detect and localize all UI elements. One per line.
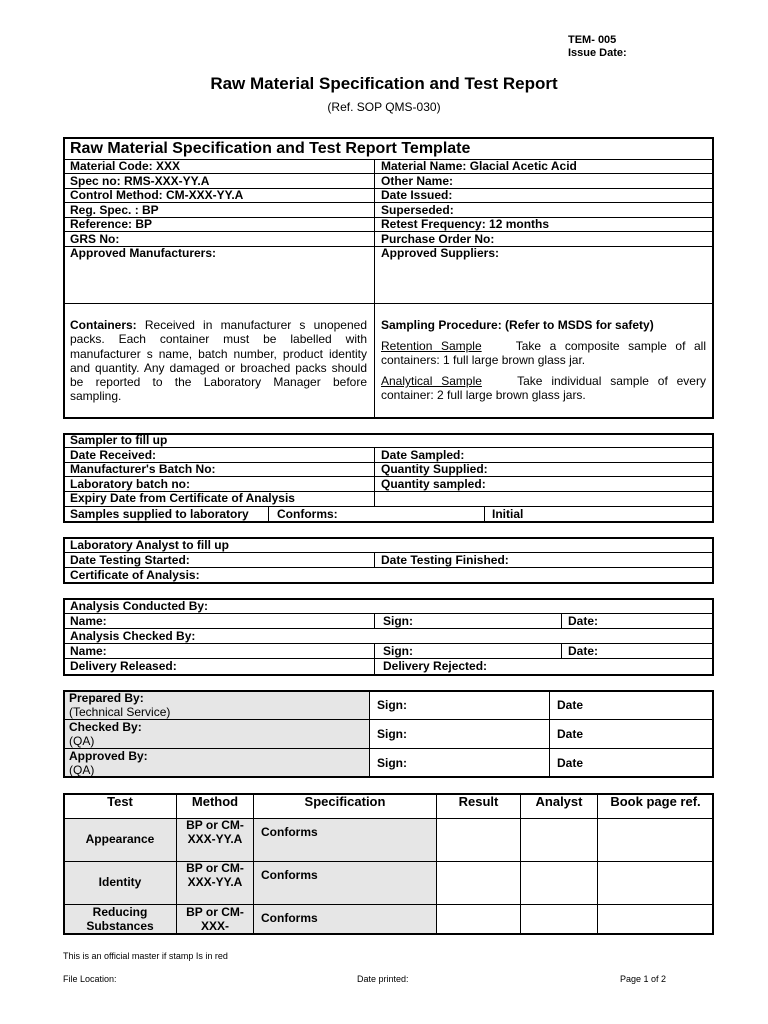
containers-label: Containers: [70, 318, 137, 332]
date-issued: Date Issued: [381, 188, 453, 202]
manufacturer-batch-no: Manufacturer's Batch No: [70, 462, 216, 476]
approved-date: Date [557, 756, 584, 770]
template-title: Raw Material Specification and Test Report Template [70, 140, 471, 157]
retest-frequency: Retest Frequency: 12 months [381, 217, 550, 231]
test-name: Reducing Substances [86, 905, 154, 933]
test-spec: Conforms [261, 825, 318, 839]
samples-supplied: Samples supplied to laboratory [70, 507, 249, 521]
spec-no: Spec no: RMS-XXX-YY.A [70, 174, 210, 188]
retention-sample-label: Retention Sample [381, 339, 482, 353]
other-name: Other Name: [381, 174, 454, 188]
approved-sign: Sign: [377, 756, 407, 770]
issue-date-label: Issue Date: [568, 47, 627, 59]
initial-label: Initial [492, 507, 524, 521]
conducted-name: Name: [70, 614, 107, 628]
approved-suppliers: Approved Suppliers: [381, 246, 500, 260]
date-printed: Date printed: [357, 974, 409, 984]
prepared-sign: Sign: [377, 698, 407, 712]
conducted-sign: Sign: [383, 614, 413, 628]
col-test: Test [107, 794, 133, 809]
analytical-sample-label: Analytical Sample [381, 374, 482, 388]
analytical-sample-paragraph [381, 374, 706, 403]
delivery-released: Delivery Released: [70, 659, 177, 673]
retention-sample-text: Take a composite sample of all containers: 1 full large brown glass jar. [381, 339, 706, 368]
checked-by-sign: Sign: [377, 727, 407, 741]
quantity-supplied: Quantity Supplied: [381, 462, 488, 476]
document-code-value: TEM- 005 [568, 34, 617, 46]
approved-manufacturers: Approved Manufacturers: [70, 246, 217, 260]
checked-sign: Sign: [383, 644, 413, 658]
date-testing-started: Date Testing Started: [70, 553, 190, 567]
date-sampled: Date Sampled: [381, 448, 465, 462]
test-method: BP or CM-XXX-YY.A [186, 818, 244, 846]
page-title: Raw Material Specification and Test Report [210, 74, 558, 93]
conforms-label: Conforms: [277, 507, 338, 521]
analytical-sample-text: Take individual sample of every container: 2 full large brown glass jars. [381, 374, 706, 403]
approved-by-dept: (QA) [69, 763, 95, 777]
reference: Reference: BP [70, 217, 153, 231]
material-name: Material Name: Glacial Acetic Acid [381, 159, 577, 173]
conducted-date: Date: [568, 614, 599, 628]
prepared-by: Prepared By: [69, 691, 144, 705]
analysis-checked-by: Analysis Checked By: [70, 629, 196, 643]
certificate-of-analysis: Certificate of Analysis: [70, 568, 200, 582]
stamp-note: This is an official master if stamp Is in red [63, 951, 228, 961]
prepared-by-dept: (Technical Service) [69, 705, 171, 719]
file-location: File Location: [63, 974, 117, 984]
analysis-conducted-by: Analysis Conducted By: [70, 599, 209, 613]
checked-by-date: Date [557, 727, 584, 741]
retention-sample-paragraph [381, 339, 706, 368]
col-book-page-ref: Book page ref. [610, 794, 701, 809]
document-code [568, 34, 627, 60]
sampling-procedure-title: Sampling Procedure: (Refer to MSDS for safety) [381, 318, 654, 332]
control-method: Control Method: CM-XXX-YY.A [70, 188, 244, 202]
checked-date: Date: [568, 644, 599, 658]
laboratory-batch-no: Laboratory batch no: [70, 477, 191, 491]
containers-paragraph [70, 318, 367, 404]
expiry-date: Expiry Date from Certificate of Analysis [70, 491, 295, 505]
test-method: BP or CM-XXX-YY.A [186, 861, 244, 889]
delivery-rejected: Delivery Rejected: [383, 659, 488, 673]
date-testing-finished: Date Testing Finished: [381, 553, 509, 567]
reg-spec: Reg. Spec. : BP [70, 203, 159, 217]
grs-no: GRS No: [70, 232, 120, 246]
lab-analyst-title: Laboratory Analyst to fill up [70, 538, 229, 552]
col-method: Method [191, 794, 239, 809]
checked-name: Name: [70, 644, 107, 658]
test-method: BP or CM-XXX- [186, 905, 244, 933]
sop-reference: (Ref. SOP QMS-030) [327, 100, 441, 114]
approved-by: Approved By: [69, 749, 148, 763]
quantity-sampled: Quantity sampled: [381, 477, 486, 491]
date-received: Date Received: [70, 448, 157, 462]
page-number: Page 1 of 2 [620, 974, 667, 984]
checked-by-dept: (QA) [69, 734, 95, 748]
checked-by: Checked By: [69, 720, 142, 734]
containers-text: Received in manufacturer s unopened packs. Each container must be labelled with manufacturer s name, batch number, product identity and quantity. Any damaged or broached packs should be reported to the Laboratory Manager before sampling. [70, 318, 367, 404]
prepared-date: Date [557, 698, 584, 712]
col-analyst: Analyst [535, 794, 583, 809]
purchase-order-no: Purchase Order No: [381, 232, 495, 246]
col-result: Result [458, 794, 499, 809]
col-specification: Specification [304, 794, 386, 809]
material-code: Material Code: XXX [70, 159, 181, 173]
test-name: Identity [98, 875, 142, 889]
superseded: Superseded: [381, 203, 454, 217]
test-name: Appearance [85, 832, 155, 846]
sampler-title: Sampler to fill up [70, 433, 168, 447]
test-spec: Conforms [261, 911, 318, 925]
test-spec: Conforms [261, 868, 318, 882]
